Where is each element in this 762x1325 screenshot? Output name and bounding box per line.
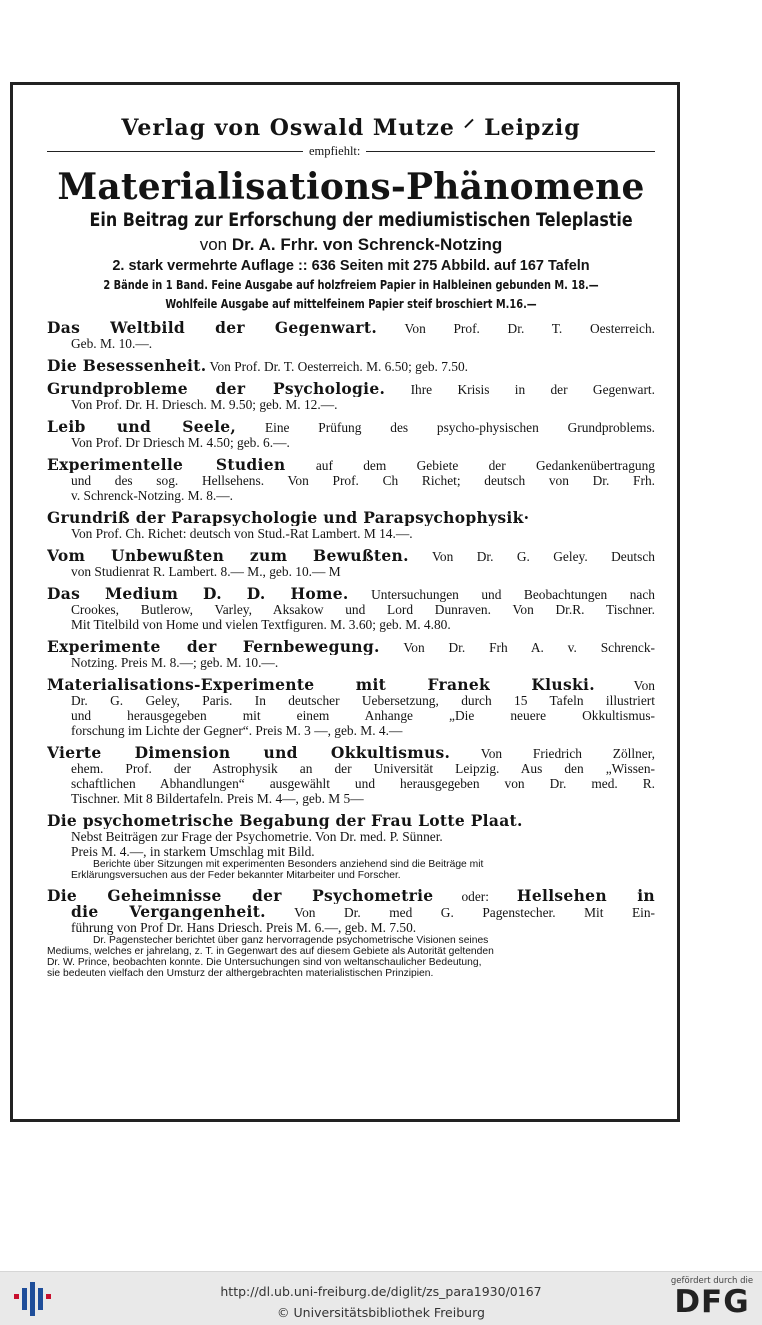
book-title: Grundriß der Parapsychologie und Parapsychophysik· xyxy=(47,510,530,526)
book-entry-head xyxy=(47,888,655,904)
recommends-label: empfiehlt: xyxy=(309,144,361,158)
book-entry xyxy=(47,457,655,503)
book-line: Dr. G. Geley, Paris. In deutscher Uebersetzung, durch 15 Tafeln illustriert xyxy=(71,693,655,708)
divider-rule-left xyxy=(47,151,303,152)
book-head-text: Ihre Krisis in der Gegenwart. xyxy=(410,382,655,397)
book-title: Das Medium D. D. Home. xyxy=(47,586,349,602)
main-book-title: Materialisations-Phänomene xyxy=(57,166,645,208)
book-entry xyxy=(47,381,655,412)
book-entry xyxy=(47,548,655,579)
book-line: Geb. M. 10.—. xyxy=(71,336,153,351)
book-title: Die Geheimnisse der Psychometrie xyxy=(47,888,434,904)
book-entry xyxy=(47,358,655,374)
book-head-text: Von Prof. Dr. T. Oesterreich. M. 6.50; geb. 7.50. xyxy=(209,359,468,374)
book-title: Vierte Dimension und Okkultismus. xyxy=(47,745,451,761)
book-line: Notzing. Preis M. 8.—; geb. M. 10.—. xyxy=(71,655,279,670)
book-line: v. Schrenck-Notzing. M. 8.—. xyxy=(71,488,234,503)
book-title: Materialisations-Experimente mit Franek Kluski. xyxy=(47,677,595,693)
book-entry-head xyxy=(47,457,655,473)
dfg-logo xyxy=(670,1276,754,1318)
book-head-text: Von Friedrich Zöllner, xyxy=(480,746,655,761)
book-note: Dr. Pagenstecher berichtet über ganz hervorragende psychometrische Visionen seines xyxy=(93,935,489,946)
book-entry-head xyxy=(47,381,655,397)
book-line: Von Prof. Dr. H. Driesch. M. 9.50; geb. M. 12.—. xyxy=(71,397,338,412)
book-title: Die Besessenheit. xyxy=(47,358,207,374)
book-note: Berichte über Sitzungen mit experimenten Besonders anziehend sind die Beiträge mit xyxy=(93,859,484,870)
book-head-text: Von xyxy=(633,678,655,693)
main-book-author xyxy=(47,234,655,256)
book-entry-head xyxy=(47,677,655,693)
book-note: Erklärungsversuchen aus der Feder bekannter Mitarbeiter und Forscher. xyxy=(71,870,401,881)
copyright-text: © Universitätsbibliothek Freiburg xyxy=(277,1305,485,1320)
book-line: von Studienrat R. Lambert. 8.— M., geb. 10.— M xyxy=(71,564,341,579)
advertisement-frame xyxy=(10,82,680,1122)
book-entry xyxy=(47,745,655,806)
book-entry xyxy=(47,510,655,541)
book-entry xyxy=(47,677,655,738)
book-entry xyxy=(47,419,655,450)
book-entry-head xyxy=(47,548,655,564)
book-line: Tischner. Mit 8 Bildertafeln. Preis M. 4—, geb. M 5— xyxy=(71,791,364,806)
book-title: Experimente der Fernbewegung. xyxy=(47,639,380,655)
book-entry-head xyxy=(47,419,655,435)
book-head-text: Von Dr. G. Geley. Deutsch xyxy=(431,549,655,564)
publisher-heading: Verlag von Oswald Mutze ⸍ Leipzig xyxy=(121,115,581,141)
book-head-text: Von Dr. Frh A. v. Schrenck- xyxy=(403,640,655,655)
book-entry xyxy=(47,320,655,351)
book-title: Experimentelle Studien xyxy=(47,457,286,473)
book-note: Mediums, welches er jahrelang, z. T. in Gegenwart des auf diesem Gebiete als Autorität geltenden xyxy=(47,946,494,957)
author-prefix: von xyxy=(199,235,228,254)
book-head-text: Untersuchungen und Beobachtungen nach xyxy=(371,587,655,602)
book-title: Grundprobleme der Psychologie. xyxy=(47,381,386,397)
book-title: Leib und Seele, xyxy=(47,419,237,435)
viewer-footer xyxy=(0,1271,762,1325)
book-line: und herausgegeben mit einem Anhange „Die neuere Okkultismus- xyxy=(71,708,655,723)
book-title-part-2: Hellsehen in xyxy=(516,888,655,904)
book-title-part-3: die Vergangenheit. xyxy=(71,904,266,920)
book-line: führung von Prof Dr. Hans Driesch. Preis M. 6.—, geb. M. 7.50. xyxy=(71,920,417,935)
source-url-link[interactable]: http://dl.ub.uni-freiburg.de/diglit/zs_para1930/0167 xyxy=(220,1284,542,1299)
book-entry-head xyxy=(47,813,655,829)
book-line: schaftlichen Abhandlungen“ ausgewählt und herausgegeben von Dr. med. R. xyxy=(71,776,655,791)
book-line: Von Prof. Ch. Richet: deutsch von Stud.-Rat Lambert. M 14.—. xyxy=(71,526,413,541)
book-head-text: Eine Prüfung des psycho-physischen Grundproblems. xyxy=(264,420,655,435)
main-book-edition: 2. stark vermehrte Auflage :: 636 Seiten mit 275 Abbild. auf 167 Tafeln xyxy=(112,258,590,274)
book-line: Preis M. 4.—, in starkem Umschlag mit Bild. xyxy=(71,844,315,859)
book-title: Das Weltbild der Gegenwart. xyxy=(47,320,378,336)
book-list xyxy=(47,320,655,979)
main-book-price-line-2: Wohlfeile Ausgabe auf mittelfeinem Papier steif broschiert M.16.— xyxy=(165,297,537,311)
book-entry-head xyxy=(47,358,655,374)
book-entry xyxy=(47,639,655,670)
book-head-text: auf dem Gebiete der Gedankenübertragung xyxy=(315,458,655,473)
book-note: sie bedeuten vielfach den Umsturz der althergebrachten materialistischen Prinzipien. xyxy=(47,968,434,979)
main-book-price-line-1: 2 Bände in 1 Band. Feine Ausgabe auf holzfreiem Papier in Halbleinen gebunden M. 18.— xyxy=(103,278,599,292)
book-line: ehem. Prof. der Astrophysik an der Universität Leipzig. Aus den „Wissen- xyxy=(71,761,655,776)
book-head-text-2: Von Dr. med G. Pagenstecher. Mit Ein- xyxy=(294,905,655,920)
main-book-subtitle: Ein Beitrag zur Erforschung der mediumistischen Teleplastie xyxy=(89,210,633,231)
book-line: Crookes, Butlerow, Varley, Aksakow und Lord Dunraven. Von Dr.R. Tischner. xyxy=(71,602,655,617)
book-entry xyxy=(47,888,655,979)
divider-rule-right xyxy=(366,151,655,152)
book-title: Vom Unbewußten zum Bewußten. xyxy=(47,548,409,564)
funded-by-text: gefördert durch die xyxy=(670,1276,754,1286)
book-entry-head xyxy=(47,745,655,761)
book-entry-head xyxy=(47,510,655,526)
book-entry-head-2 xyxy=(47,904,655,920)
dfg-mark: DFG xyxy=(674,1284,750,1320)
book-entry-head xyxy=(47,639,655,655)
book-entry xyxy=(47,586,655,632)
recommends-divider xyxy=(47,143,655,159)
book-note: Dr. W. Prince, beobachten konnte. Die Untersuchungen sind von weltanschaulicher Bedeutung, xyxy=(47,957,482,968)
author-name: Dr. A. Frhr. von Schrenck-Notzing xyxy=(231,235,503,254)
book-title: Die psychometrische Begabung der Frau Lotte Plaat. xyxy=(47,813,523,829)
book-entry-head xyxy=(47,586,655,602)
book-line: Von Prof. Dr Driesch M. 4.50; geb. 6.—. xyxy=(71,435,290,450)
book-entry-head xyxy=(47,320,655,336)
book-line: Mit Titelbild von Home und vielen Textfiguren. M. 3.60; geb. M. 4.80. xyxy=(71,617,451,632)
book-entry xyxy=(47,813,655,881)
book-line: Nebst Beiträgen zur Frage der Psychometrie. Von Dr. med. P. Sünner. xyxy=(71,829,443,844)
book-line: forschung im Lichte der Gegner“. Preis M. 3 —, geb. M. 4.— xyxy=(71,723,403,738)
book-line: und des sog. Hellsehens. Von Prof. Ch Richet; deutsch von Dr. Frh. xyxy=(71,473,655,488)
book-head-text: oder: xyxy=(461,889,489,904)
book-head-text: Von Prof. Dr. T. Oesterreich. xyxy=(404,321,655,336)
